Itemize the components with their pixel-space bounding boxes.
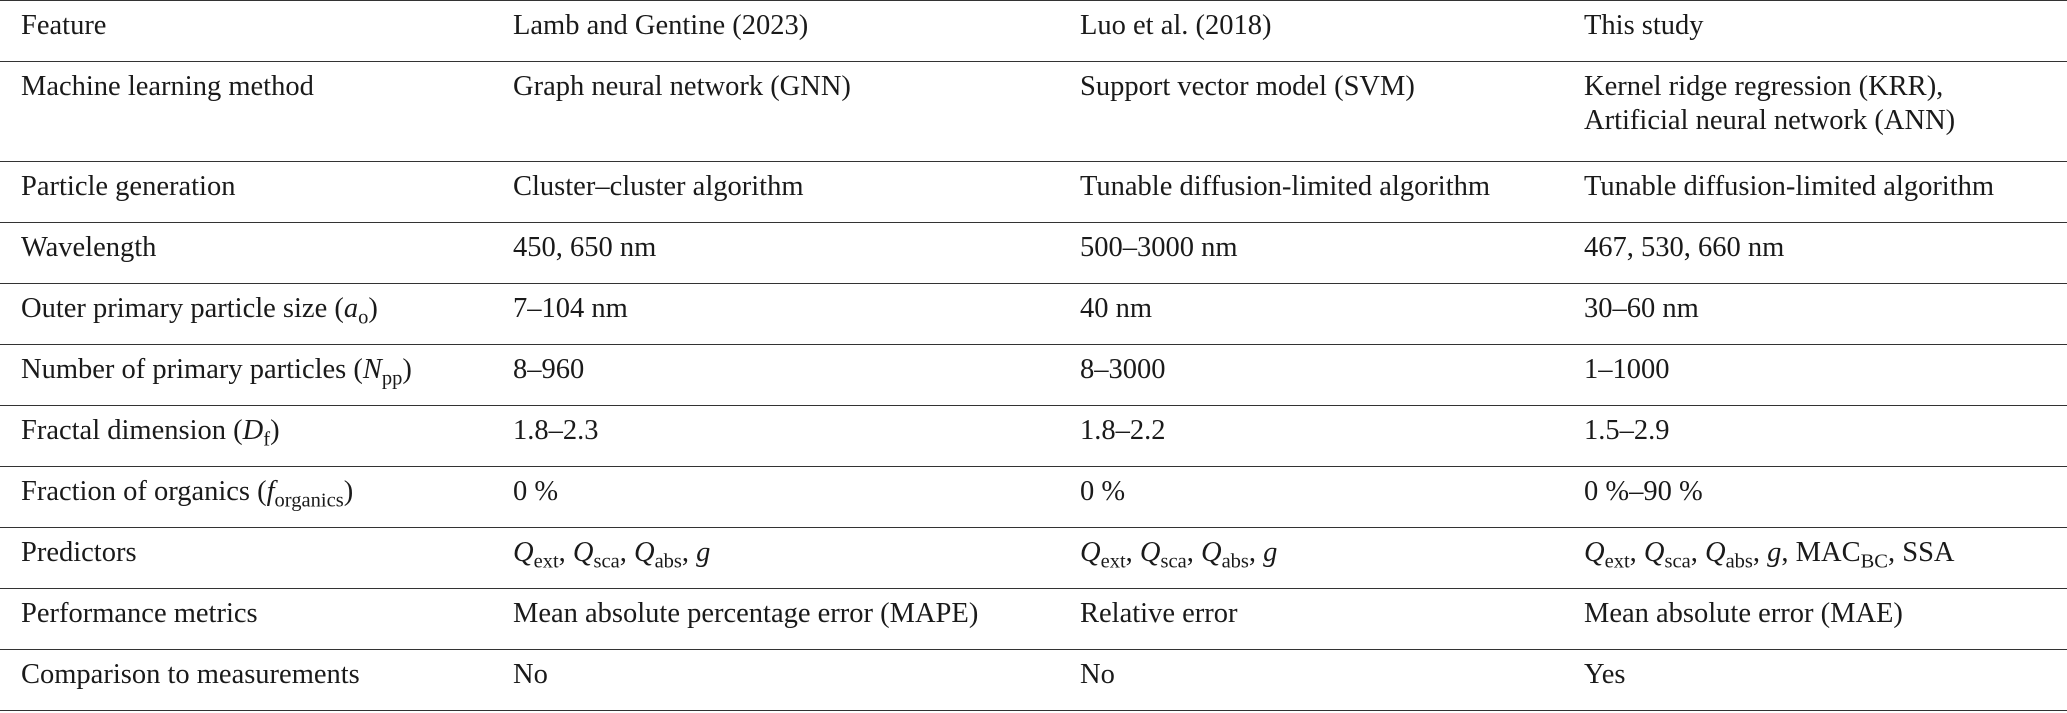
q-ext-sub: ext xyxy=(1100,550,1126,573)
cell-particle-generation-lamb: Cluster–cluster algorithm xyxy=(513,162,1080,223)
label-symbol: f xyxy=(266,476,275,507)
cell-predictors-this-study xyxy=(1584,528,2067,589)
cell-lamb-header: Lamb and Gentine (2023) xyxy=(513,1,1080,62)
separator: , xyxy=(1781,537,1796,568)
cell-number-primary-particles-lamb: 8–960 xyxy=(513,345,1080,406)
label-subscript: pp xyxy=(381,367,403,390)
cell-particle-generation-luo: Tunable diffusion-limited algorithm xyxy=(1080,162,1584,223)
table-row-wavelength xyxy=(0,223,2067,284)
cell-performance-metrics-luo: Relative error xyxy=(1080,589,1584,650)
cell-fractal-dimension-label xyxy=(0,406,513,467)
g-symbol: g xyxy=(696,537,711,568)
cell-fraction-organics-label xyxy=(0,467,513,528)
table-row-particle-generation xyxy=(0,162,2067,223)
q-ext-sub: ext xyxy=(1604,550,1630,573)
cell-primary-particle-size-lamb: 7–104 nm xyxy=(513,284,1080,345)
label-symbol: a xyxy=(343,293,359,324)
ml-method-line-1: Kernel ridge regression (KRR), xyxy=(1584,71,1944,102)
cell-primary-particle-size-this-study: 30–60 nm xyxy=(1584,284,2067,345)
table-row-feature xyxy=(0,1,2067,62)
table-row-number-primary-particles xyxy=(0,345,2067,406)
q-ext-sub: ext xyxy=(533,550,559,573)
ml-method-line-2: Artificial neural network (ANN) xyxy=(1584,105,1956,137)
mac-symbol: MAC xyxy=(1795,537,1861,568)
q-symbol: Q xyxy=(1704,537,1726,568)
table-row-predictors xyxy=(0,528,2067,589)
label-close: ) xyxy=(343,476,354,507)
ssa-symbol: SSA xyxy=(1902,537,1955,568)
cell-comparison-measurements-label: Comparison to measurements xyxy=(0,650,513,711)
cell-predictors-lamb xyxy=(513,528,1080,589)
label-subscript: f xyxy=(263,428,271,451)
q-abs-sub: abs xyxy=(1221,550,1249,573)
label-symbol: D xyxy=(242,415,264,446)
label-subscript: o xyxy=(358,306,369,329)
separator: , xyxy=(1248,537,1264,568)
mac-bc-sub: BC xyxy=(1860,550,1888,573)
label-close: ) xyxy=(368,293,378,324)
cell-comparison-measurements-luo: No xyxy=(1080,650,1584,711)
cell-fraction-organics-lamb: 0 % xyxy=(513,467,1080,528)
separator: , xyxy=(1690,537,1705,568)
q-symbol: Q xyxy=(1139,537,1161,568)
separator: , xyxy=(619,537,634,568)
cell-primary-particle-size-label xyxy=(0,284,513,345)
g-symbol: g xyxy=(1263,537,1278,568)
cell-feature-label: Feature xyxy=(0,1,513,62)
table-row-primary-particle-size xyxy=(0,284,2067,345)
q-symbol: Q xyxy=(1200,537,1222,568)
q-symbol: Q xyxy=(572,537,594,568)
cell-wavelength-label: Wavelength xyxy=(0,223,513,284)
cell-particle-generation-label: Particle generation xyxy=(0,162,513,223)
cell-wavelength-lamb: 450, 650 nm xyxy=(513,223,1080,284)
q-symbol: Q xyxy=(1080,537,1101,568)
cell-luo-header: Luo et al. (2018) xyxy=(1080,1,1584,62)
separator: , xyxy=(1752,537,1768,568)
label-text: Fractal dimension ( xyxy=(21,415,243,446)
cell-primary-particle-size-luo: 40 nm xyxy=(1080,284,1584,345)
cell-ml-method-luo: Support vector model (SVM) xyxy=(1080,62,1584,162)
cell-fraction-organics-this-study: 0 %–90 % xyxy=(1584,467,2067,528)
q-sca-sub: sca xyxy=(1664,550,1691,573)
cell-particle-generation-this-study: Tunable diffusion-limited algorithm xyxy=(1584,162,2067,223)
cell-predictors-label: Predictors xyxy=(0,528,513,589)
label-close: ) xyxy=(402,354,412,385)
cell-fraction-organics-luo: 0 % xyxy=(1080,467,1584,528)
q-symbol: Q xyxy=(633,537,655,568)
table-row-comparison-measurements xyxy=(0,650,2067,711)
label-text: Fraction of organics ( xyxy=(21,476,267,507)
q-sca-sub: sca xyxy=(593,550,620,573)
separator: , xyxy=(1186,537,1201,568)
cell-fractal-dimension-this-study: 1.5–2.9 xyxy=(1584,406,2067,467)
g-symbol: g xyxy=(1767,537,1782,568)
cell-number-primary-particles-luo: 8–3000 xyxy=(1080,345,1584,406)
cell-comparison-measurements-lamb: No xyxy=(513,650,1080,711)
q-symbol: Q xyxy=(513,537,534,568)
cell-number-primary-particles-label xyxy=(0,345,513,406)
separator: , xyxy=(558,537,573,568)
label-text: Outer primary particle size ( xyxy=(21,293,344,324)
cell-this-study-header: This study xyxy=(1584,1,2067,62)
cell-number-primary-particles-this-study: 1–1000 xyxy=(1584,345,2067,406)
cell-ml-method-this-study xyxy=(1584,62,2067,162)
label-subscript: organics xyxy=(274,489,344,512)
q-symbol: Q xyxy=(1584,537,1605,568)
q-symbol: Q xyxy=(1643,537,1665,568)
cell-wavelength-this-study: 467, 530, 660 nm xyxy=(1584,223,2067,284)
table-row-fractal-dimension xyxy=(0,406,2067,467)
cell-performance-metrics-label: Performance metrics xyxy=(0,589,513,650)
cell-predictors-luo xyxy=(1080,528,1584,589)
table-row-fraction-organics xyxy=(0,467,2067,528)
cell-performance-metrics-this-study: Mean absolute error (MAE) xyxy=(1584,589,2067,650)
separator: , xyxy=(1629,537,1644,568)
label-symbol: N xyxy=(362,354,382,385)
q-sca-sub: sca xyxy=(1160,550,1187,573)
q-abs-sub: abs xyxy=(1725,550,1753,573)
cell-ml-method-label: Machine learning method xyxy=(0,62,513,162)
separator: , xyxy=(1125,537,1140,568)
cell-performance-metrics-lamb: Mean absolute percentage error (MAPE) xyxy=(513,589,1080,650)
label-text: Number of primary particles ( xyxy=(21,354,363,385)
separator: , xyxy=(1887,537,1903,568)
cell-fractal-dimension-luo: 1.8–2.2 xyxy=(1080,406,1584,467)
table-row-ml-method xyxy=(0,62,2067,162)
cell-comparison-measurements-this-study: Yes xyxy=(1584,650,2067,711)
table-row-performance-metrics xyxy=(0,589,2067,650)
label-close: ) xyxy=(270,415,280,446)
cell-fractal-dimension-lamb: 1.8–2.3 xyxy=(513,406,1080,467)
cell-wavelength-luo: 500–3000 nm xyxy=(1080,223,1584,284)
separator: , xyxy=(681,537,697,568)
q-abs-sub: abs xyxy=(654,550,682,573)
cell-ml-method-lamb: Graph neural network (GNN) xyxy=(513,62,1080,162)
